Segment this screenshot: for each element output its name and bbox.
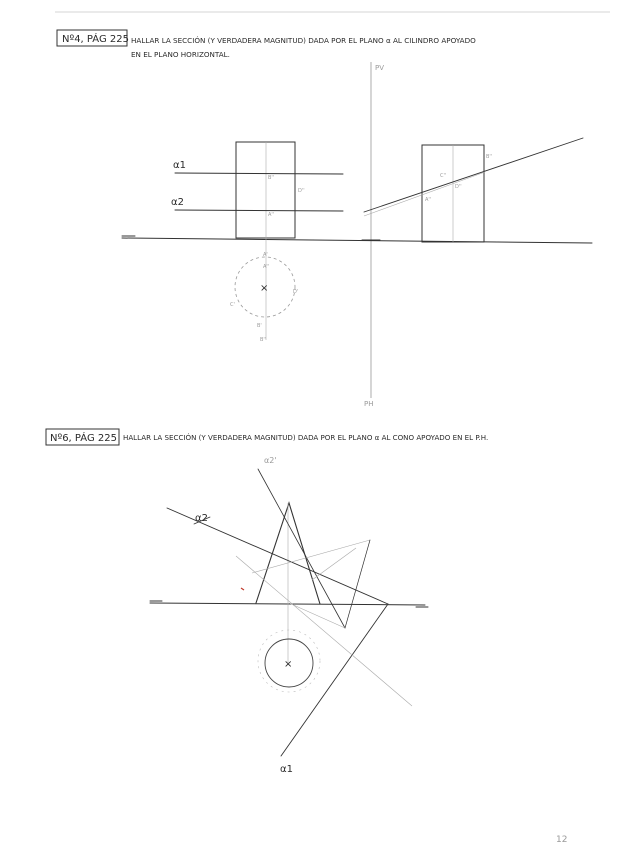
label-alpha1: α1 bbox=[173, 160, 186, 171]
label-alpha2-cone: α2 bbox=[195, 513, 208, 524]
exercise-1-statement-line1: HALLAR LA SECCIÓN (Y VERDADERA MAGNITUD) DADA POR EL PLANO α AL CILINDRO APOYADO bbox=[131, 36, 476, 45]
auxiliary-line-2 bbox=[236, 556, 412, 706]
label-b2: B'' bbox=[268, 175, 275, 181]
label-b1b: B'' bbox=[260, 337, 267, 343]
label-pv-top: PV bbox=[375, 64, 385, 72]
alpha1-trace bbox=[175, 173, 343, 174]
label-c2: C'' bbox=[440, 173, 447, 179]
label-b1: B' bbox=[257, 323, 262, 329]
alpha1-trace-cone bbox=[281, 604, 388, 756]
red-mark bbox=[241, 588, 244, 590]
auxiliary-line-6 bbox=[289, 603, 345, 628]
exercise-2 bbox=[46, 429, 488, 775]
ground-line bbox=[122, 238, 592, 243]
label-a1: A' bbox=[263, 252, 268, 258]
section-line bbox=[364, 172, 485, 216]
label-alpha2-top: α2' bbox=[264, 456, 277, 465]
label-d2-right: D'' bbox=[455, 184, 462, 190]
label-c1: C' bbox=[230, 302, 235, 308]
auxiliary-line-3 bbox=[252, 540, 370, 573]
alpha2-trace bbox=[175, 210, 343, 211]
exercise-2-statement: HALLAR LA SECCIÓN (Y VERDADERA MAGNITUD) DADA POR EL PLANO α AL CONO APOYADO EN EL P.H. bbox=[123, 433, 489, 442]
label-a2-right: A'' bbox=[425, 197, 432, 203]
cone-center-mark: × bbox=[284, 659, 293, 670]
label-alpha1-cone: α1 bbox=[280, 764, 293, 775]
exercise-1-number: Nº4, PÁG 225 bbox=[62, 34, 129, 45]
label-alpha2: α2 bbox=[171, 197, 184, 208]
label-a2: A'' bbox=[268, 212, 275, 218]
auxiliary-line-5 bbox=[312, 548, 356, 580]
cylinder-elevation bbox=[236, 142, 295, 238]
exercise-2-number: Nº6, PÁG 225 bbox=[50, 433, 117, 444]
exercise-1 bbox=[57, 30, 592, 408]
label-pv-bottom: PH bbox=[364, 400, 374, 408]
label-d2: D'' bbox=[298, 188, 305, 194]
label-b2-right: B'' bbox=[486, 154, 493, 160]
exercise-1-statement-line2: EN EL PLANO HORIZONTAL. bbox=[131, 50, 230, 59]
page-number: 12 bbox=[556, 835, 568, 845]
label-a1b: A'' bbox=[263, 264, 270, 270]
ground-line-2 bbox=[150, 603, 425, 605]
alpha-inclined-trace bbox=[364, 138, 583, 212]
cylinder-center-mark: × bbox=[260, 283, 269, 294]
label-d1: D' bbox=[293, 289, 299, 295]
